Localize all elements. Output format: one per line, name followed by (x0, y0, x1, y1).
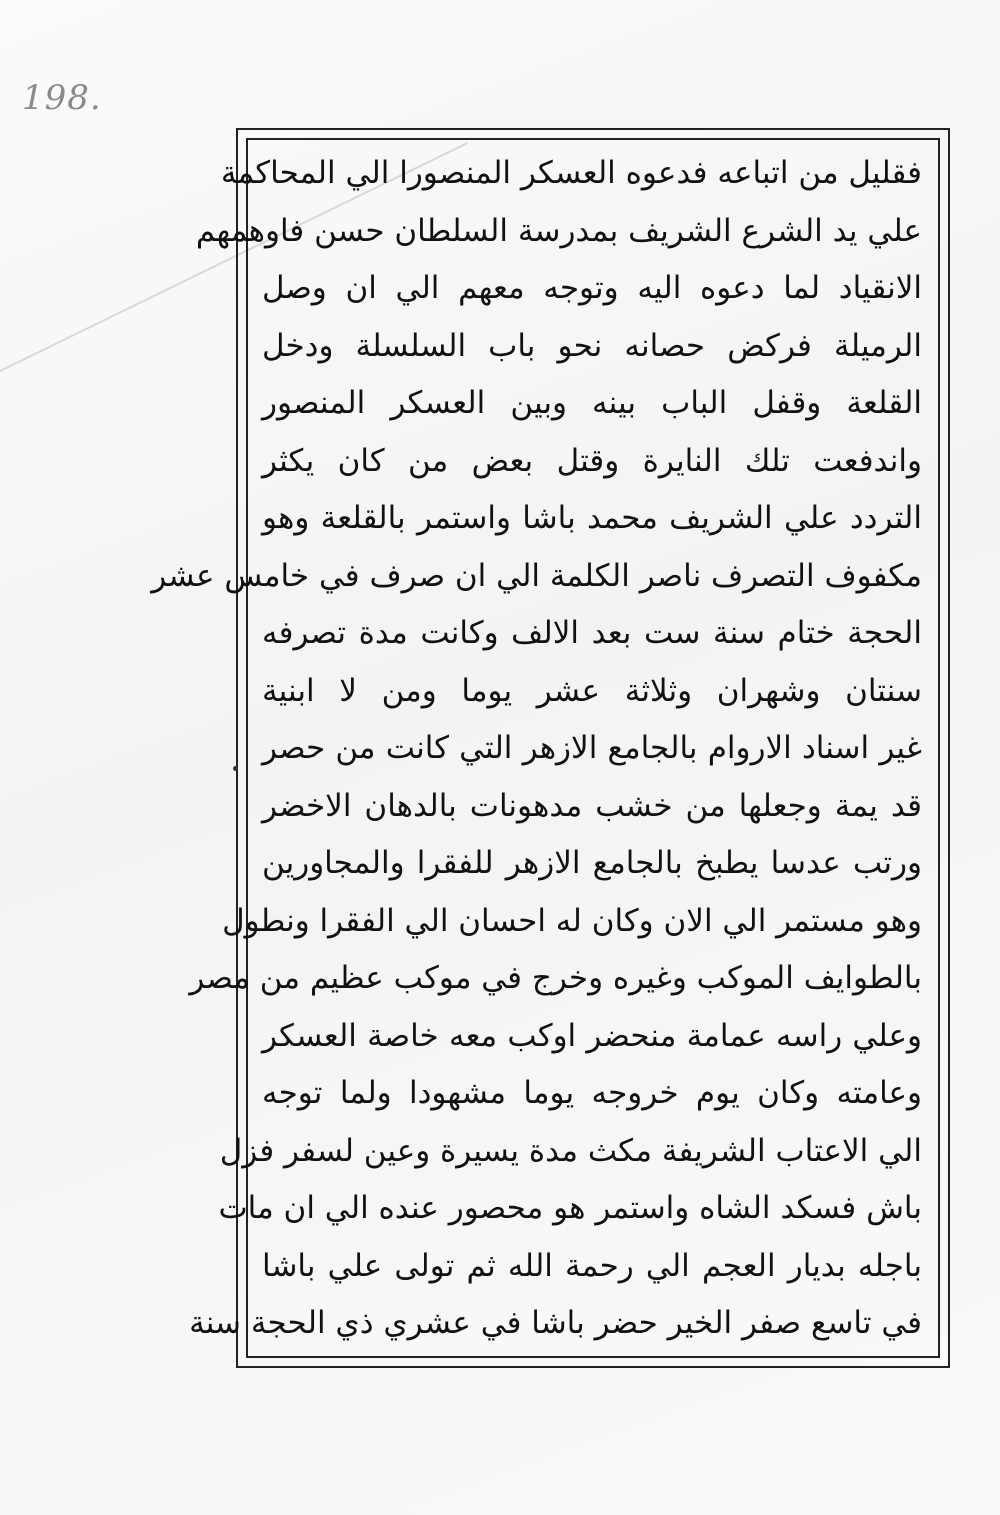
manuscript-line: التردد علي الشريف محمد باشا واستمر بالقلعة وهو (262, 500, 922, 536)
manuscript-line: قد يمة وجعلها من خشب مدهونات بالدهان الاخضر (262, 787, 922, 824)
manuscript-text-block (151, 148, 922, 1348)
manuscript-line: الانقياد لما دعوه اليه وتوجه معهم الي ان وصل (262, 270, 922, 306)
manuscript-line: وهو مستمر الي الان وكان له احسان الي الفقرا ونطول (222, 902, 922, 939)
manuscript-line: واندفعت تلك النايرة وقتل بعض من كان يكثر (262, 442, 922, 479)
manuscript-line: مكفوف التصرف ناصر الكلمة الي ان صرف في خامس عشر (151, 557, 922, 594)
manuscript-line: وعامته وكان يوم خروجه يوما مشهودا ولما توجه (262, 1075, 922, 1111)
manuscript-line: باش فسكد الشاه واستمر هو محصور عنده الي ان مات (218, 1190, 922, 1226)
manuscript-line: الي الاعتاب الشريفة مكث مدة يسيرة وعين لسفر فزل (219, 1132, 922, 1169)
manuscript-line: غير اسناد الاروام بالجامع الازهر التي كانت من حصر (262, 730, 922, 766)
ink-speck (233, 766, 238, 771)
manuscript-line: علي يد الشرع الشريف بمدرسة السلطان حسن فاوهمهم (195, 212, 922, 249)
folio-number: 198. (22, 78, 102, 118)
manuscript-line: في تاسع صفر الخير حضر باشا في عشري ذي الحجة سنة (189, 1305, 922, 1341)
manuscript-line: القلعة وقفل الباب بينه وبين العسكر المنصور (262, 385, 922, 421)
manuscript-line: فقليل من اتباعه فدعوه العسكر المنصورا الي المحاكمة (220, 155, 922, 191)
manuscript-line: ورتب عدسا يطبخ بالجامع الازهر للفقرا والمجاورين (262, 845, 922, 881)
manuscript-line: باجله بديار العجم الي رحمة الله ثم تولى علي باشا (262, 1247, 922, 1284)
manuscript-line: الحجة ختام سنة ست بعد الالف وكانت مدة تصرفه (262, 615, 922, 651)
manuscript-line: وعلي راسه عمامة منحضر اوكب معه خاصة العسكر (262, 1017, 922, 1054)
manuscript-line: الرميلة فركض حصانه نحو باب السلسلة ودخل (262, 327, 922, 364)
manuscript-line: سنتان وشهران وثلاثة عشر يوما ومن لا ابنية (262, 672, 922, 709)
manuscript-line: بالطوايف الموكب وغيره وخرج في موكب عظيم من مصر (189, 960, 922, 996)
